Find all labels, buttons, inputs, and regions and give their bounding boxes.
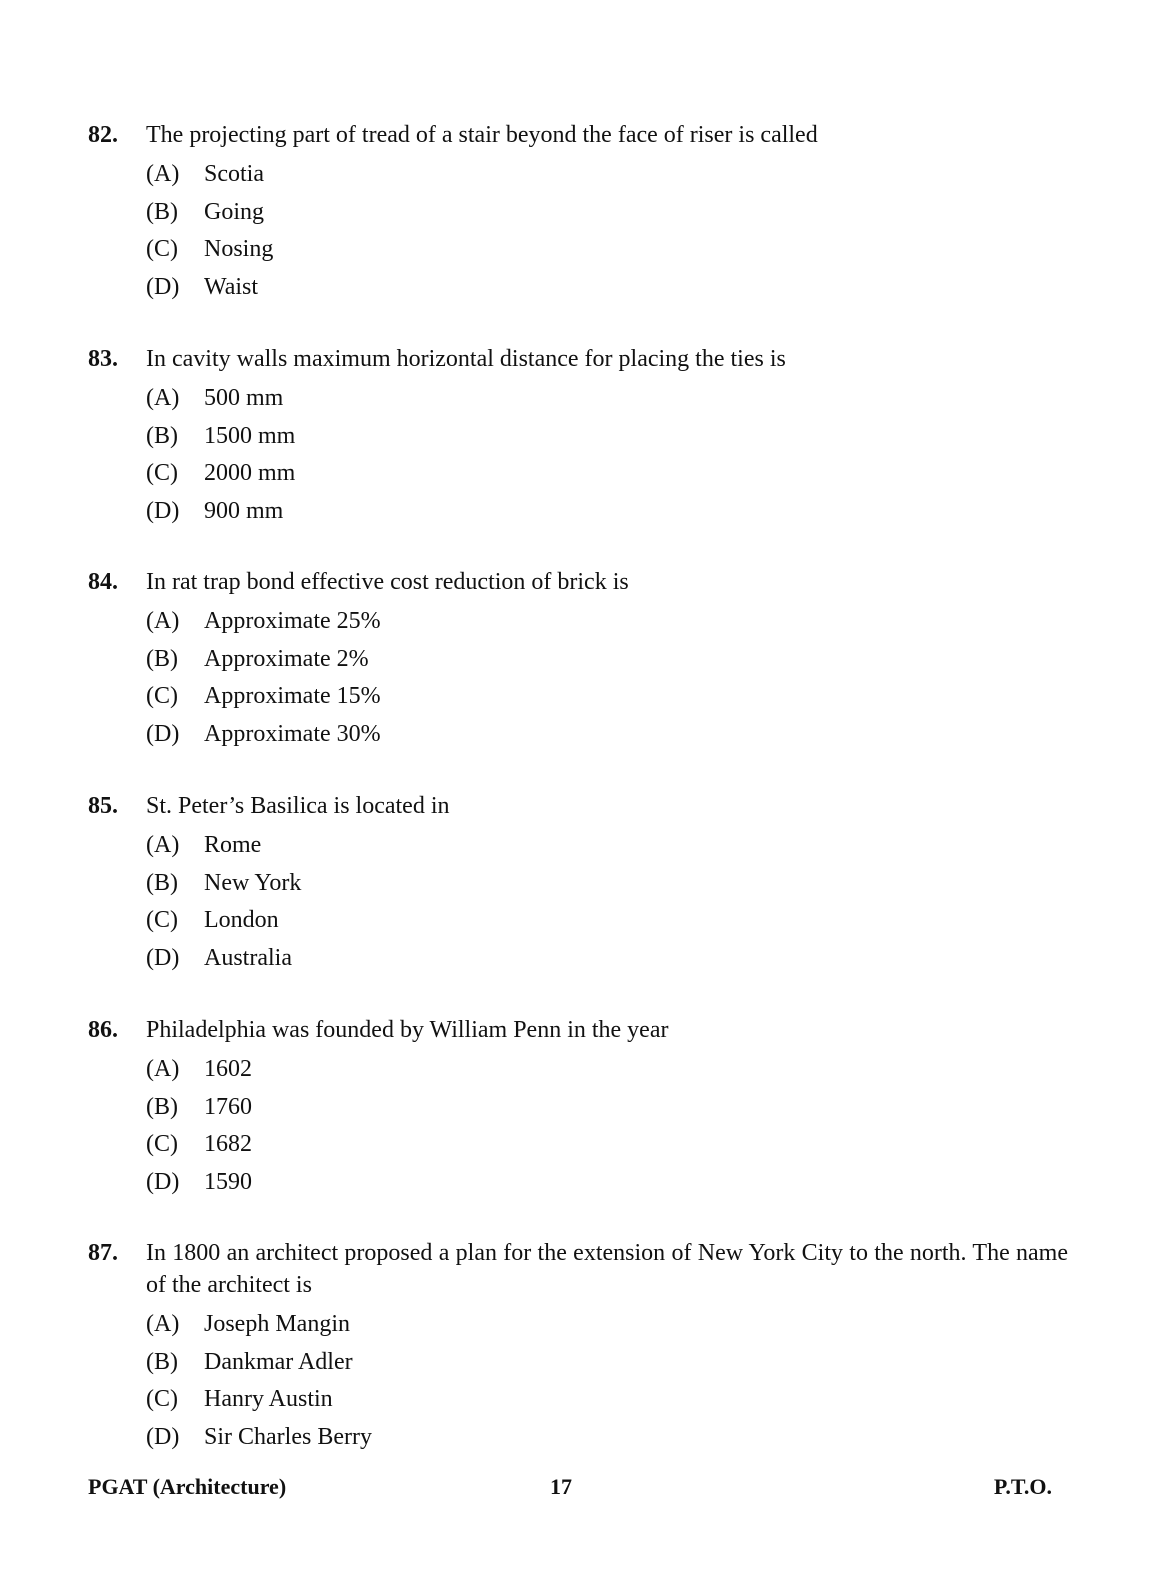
option-label: (D) [146, 497, 180, 524]
option-text: 1602 [204, 1056, 252, 1082]
option-a [146, 827, 1068, 865]
question-text: The projecting part of tread of a stair beyond the face of riser is called [146, 122, 818, 148]
option-text: 1760 [204, 1093, 252, 1120]
option-label: (C) [146, 236, 178, 262]
option-c [146, 1126, 1068, 1164]
option-text: 2000 mm [204, 460, 296, 486]
option-label: (C) [146, 683, 178, 709]
option-label: (C) [146, 1386, 178, 1412]
option-label: (C) [146, 907, 178, 933]
option-label: (D) [146, 1423, 180, 1450]
option-text: Waist [204, 273, 259, 300]
question-number: 84. [88, 569, 118, 595]
option-d [146, 269, 1068, 307]
option-b [146, 641, 1068, 679]
option-text: Sir Charles Berry [204, 1423, 372, 1450]
page-number: 17 [550, 1474, 572, 1499]
option-b [146, 1089, 1068, 1127]
option-text: 1500 mm [204, 422, 296, 449]
option-c [146, 231, 1068, 269]
option-label: (D) [146, 273, 180, 300]
option-text: 900 mm [204, 497, 284, 524]
option-b [146, 418, 1068, 456]
option-d [146, 493, 1068, 531]
question-text: In cavity walls maximum horizontal distance for placing the ties is [146, 346, 786, 372]
option-text: New York [204, 869, 302, 896]
option-a [146, 380, 1068, 418]
option-d [146, 716, 1068, 754]
exam-title: PGAT (Architecture) [88, 1474, 287, 1499]
option-text: Australia [204, 944, 292, 971]
option-d [146, 1164, 1068, 1202]
option-a [146, 1051, 1068, 1089]
option-label: (A) [146, 832, 180, 858]
option-label: (A) [146, 161, 180, 187]
question-text: In 1800 an architect proposed a plan for the extension of New York City to the north. The name of the architect is [146, 1240, 1068, 1298]
option-text: Joseph Mangin [204, 1311, 350, 1337]
option-a [146, 156, 1068, 194]
option-text: Approximate 30% [204, 720, 381, 747]
option-text: 500 mm [204, 385, 284, 411]
option-text: Approximate 2% [204, 645, 369, 672]
question-84 [88, 566, 1068, 753]
option-label: (B) [146, 1348, 178, 1375]
page-footer [88, 1472, 1052, 1502]
option-label: (D) [146, 944, 180, 971]
option-text: Scotia [204, 161, 264, 187]
option-list [146, 156, 1068, 306]
option-text: Going [204, 198, 264, 225]
question-number: 86. [88, 1017, 118, 1043]
option-b [146, 1344, 1068, 1382]
option-label: (A) [146, 385, 180, 411]
option-text: Approximate 25% [204, 608, 381, 634]
option-label: (B) [146, 422, 178, 449]
question-83 [88, 343, 1068, 530]
option-list [146, 827, 1068, 977]
question-text: Philadelphia was founded by William Penn in the year [146, 1017, 669, 1043]
option-label: (B) [146, 645, 178, 672]
option-list [146, 603, 1068, 753]
option-a [146, 1306, 1068, 1344]
option-text: Dankmar Adler [204, 1348, 353, 1375]
option-text: London [204, 907, 279, 933]
option-b [146, 865, 1068, 903]
option-label: (A) [146, 1056, 180, 1082]
option-label: (D) [146, 720, 180, 747]
option-label: (B) [146, 1093, 178, 1120]
option-label: (B) [146, 869, 178, 896]
option-label: (A) [146, 608, 180, 634]
question-text: In rat trap bond effective cost reduction of brick is [146, 569, 629, 595]
option-text: Rome [204, 832, 262, 858]
option-d [146, 1419, 1068, 1457]
option-label: (C) [146, 1131, 178, 1157]
option-list [146, 1051, 1068, 1201]
option-label: (A) [146, 1311, 180, 1337]
option-text: 1590 [204, 1168, 252, 1195]
question-number: 85. [88, 793, 118, 819]
question-85 [88, 790, 1068, 977]
question-number: 87. [88, 1240, 118, 1266]
question-86 [88, 1014, 1068, 1201]
question-82 [88, 119, 1068, 306]
option-text: Approximate 15% [204, 683, 381, 709]
option-b [146, 194, 1068, 232]
please-turn-over: P.T.O. [993, 1474, 1052, 1499]
option-text: Nosing [204, 236, 274, 262]
option-label: (B) [146, 198, 178, 225]
option-c [146, 455, 1068, 493]
option-label: (C) [146, 460, 178, 486]
question-number: 82. [88, 122, 118, 148]
option-c [146, 902, 1068, 940]
option-text: Hanry Austin [204, 1386, 333, 1412]
option-c [146, 678, 1068, 716]
option-list [146, 1306, 1068, 1456]
question-87 [88, 1237, 1068, 1456]
option-c [146, 1381, 1068, 1419]
option-list [146, 380, 1068, 530]
option-a [146, 603, 1068, 641]
question-text: St. Peter’s Basilica is located in [146, 793, 450, 819]
option-text: 1682 [204, 1131, 252, 1157]
option-label: (D) [146, 1168, 180, 1195]
question-number: 83. [88, 346, 118, 372]
option-d [146, 940, 1068, 978]
